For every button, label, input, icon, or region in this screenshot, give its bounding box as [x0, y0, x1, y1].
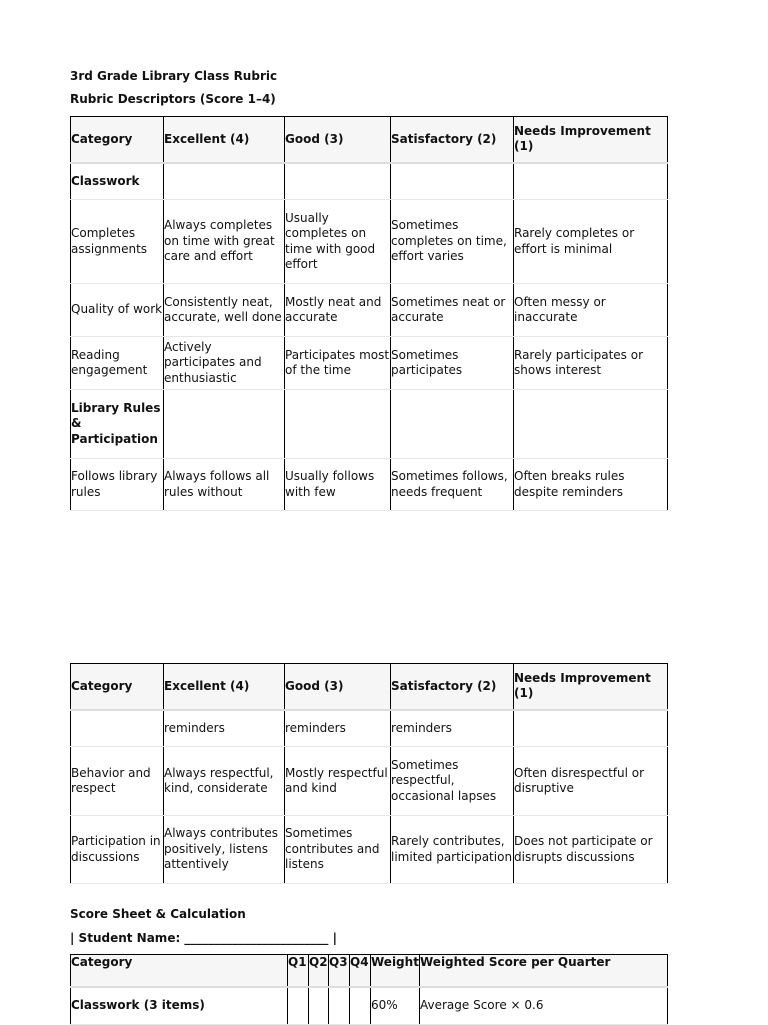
cell-excellent [164, 163, 285, 200]
table-row [71, 337, 668, 390]
rubric-table-page-1 [70, 116, 668, 511]
score-header-q3: Q3 [329, 955, 350, 987]
cell-excellent: reminders [164, 710, 285, 747]
header-satisfactory: Satisfactory (2) [391, 117, 514, 163]
document-subtitle: Rubric Descriptors (Score 1–4) [70, 92, 276, 106]
cell-category: Participation in discussions [71, 816, 164, 884]
score-cell-q2 [309, 987, 329, 1025]
header-satisfactory: Satisfactory (2) [391, 664, 514, 710]
rubric-header-row [71, 664, 668, 710]
cell-needs-improvement: Often disrespectful or disruptive [514, 747, 668, 816]
cell-category: Quality of work [71, 284, 164, 337]
table-row [71, 987, 668, 1025]
document-title: 3rd Grade Library Class Rubric [70, 69, 278, 83]
cell-satisfactory: reminders [391, 710, 514, 747]
cell-excellent: Always follows all rules without [164, 459, 285, 511]
cell-good: Participates most of the time [285, 337, 391, 390]
cell-needs-improvement: Does not participate or disrupts discussions [514, 816, 668, 884]
score-cell-weight: 60% [371, 987, 420, 1025]
score-sheet-title: Score Sheet & Calculation [70, 907, 246, 921]
cell-satisfactory [391, 163, 514, 200]
cell-needs-improvement [514, 163, 668, 200]
table-row [71, 390, 668, 459]
score-cell-q4 [350, 987, 371, 1025]
header-good: Good (3) [285, 664, 391, 710]
cell-needs-improvement: Often breaks rules despite reminders [514, 459, 668, 511]
header-excellent: Excellent (4) [164, 664, 285, 710]
table-row [71, 747, 668, 816]
cell-category: Follows library rules [71, 459, 164, 511]
cell-category: Classwork [71, 163, 164, 200]
cell-needs-improvement: Rarely participates or shows interest [514, 337, 668, 390]
cell-satisfactory: Sometimes neat or accurate [391, 284, 514, 337]
score-header-row [71, 955, 668, 987]
header-category: Category [71, 664, 164, 710]
cell-satisfactory: Sometimes follows, needs frequent [391, 459, 514, 511]
cell-good: reminders [285, 710, 391, 747]
score-cell-weighted-score: Average Score × 0.6 [420, 987, 668, 1025]
cell-excellent: Actively participates and enthusiastic [164, 337, 285, 390]
cell-needs-improvement [514, 710, 668, 747]
cell-excellent: Always contributes positively, listens attentively [164, 816, 285, 884]
cell-good: Usually follows with few [285, 459, 391, 511]
cell-good [285, 163, 391, 200]
rubric-header-row [71, 117, 668, 163]
score-header-category: Category [71, 955, 288, 987]
table-row [71, 816, 668, 884]
cell-excellent: Always respectful, kind, considerate [164, 747, 285, 816]
cell-category: Library Rules & Participation [71, 390, 164, 459]
rubric-table-page-2 [70, 663, 668, 884]
student-name-line: | Student Name: ________________________ | [70, 931, 337, 945]
score-cell-q1 [288, 987, 309, 1025]
table-row [71, 710, 668, 747]
score-header-weight: Weight [371, 955, 420, 987]
cell-satisfactory: Sometimes participates [391, 337, 514, 390]
score-header-q4: Q4 [350, 955, 371, 987]
table-row [71, 459, 668, 511]
header-needs-improvement: Needs Improvement (1) [514, 664, 668, 710]
cell-good [285, 390, 391, 459]
cell-good: Mostly respectful and kind [285, 747, 391, 816]
score-header-weighted-score: Weighted Score per Quarter [420, 955, 668, 987]
score-cell-category: Classwork (3 items) [71, 987, 288, 1025]
header-needs-improvement: Needs Improvement (1) [514, 117, 668, 163]
score-header-q2: Q2 [309, 955, 329, 987]
cell-satisfactory: Sometimes completes on time, effort varies [391, 200, 514, 284]
table-row [71, 200, 668, 284]
cell-needs-improvement: Rarely completes or effort is minimal [514, 200, 668, 284]
cell-category [71, 710, 164, 747]
cell-excellent: Always completes on time with great care and effort [164, 200, 285, 284]
header-category: Category [71, 117, 164, 163]
cell-satisfactory [391, 390, 514, 459]
cell-satisfactory: Sometimes respectful, occasional lapses [391, 747, 514, 816]
table-row [71, 284, 668, 337]
cell-good: Mostly neat and accurate [285, 284, 391, 337]
cell-needs-improvement [514, 390, 668, 459]
cell-needs-improvement: Often messy or inaccurate [514, 284, 668, 337]
score-header-q1: Q1 [288, 955, 309, 987]
cell-category: Behavior and respect [71, 747, 164, 816]
cell-category: Reading engagement [71, 337, 164, 390]
header-good: Good (3) [285, 117, 391, 163]
cell-satisfactory: Rarely contributes, limited participation [391, 816, 514, 884]
score-cell-q3 [329, 987, 350, 1025]
cell-good: Sometimes contributes and listens [285, 816, 391, 884]
cell-excellent [164, 390, 285, 459]
cell-good: Usually completes on time with good effort [285, 200, 391, 284]
cell-excellent: Consistently neat, accurate, well done [164, 284, 285, 337]
score-sheet-table [70, 954, 668, 1025]
header-excellent: Excellent (4) [164, 117, 285, 163]
table-row [71, 163, 668, 200]
cell-category: Completes assignments [71, 200, 164, 284]
